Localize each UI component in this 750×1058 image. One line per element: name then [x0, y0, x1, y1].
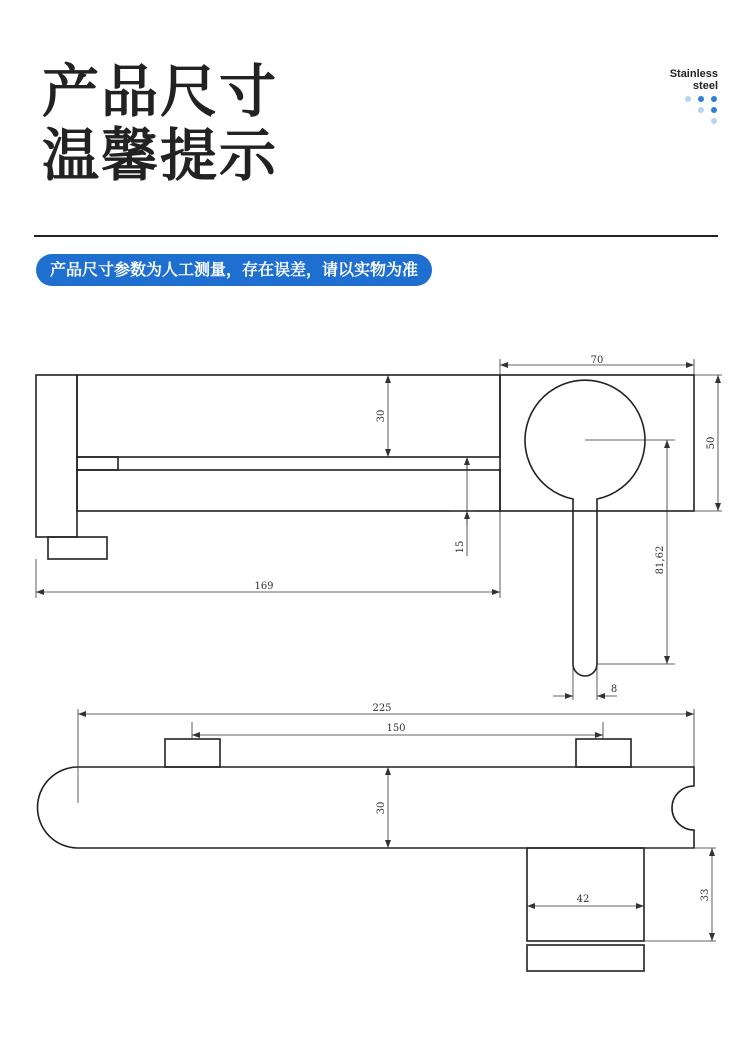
right-mount-post — [576, 739, 631, 767]
handle-plate — [500, 375, 694, 511]
top-view — [38, 739, 695, 971]
dim-mount-spacing: 150 — [386, 723, 406, 734]
dim-mount-height: 33 — [700, 888, 711, 902]
side-view — [36, 375, 694, 676]
dim-plate-height: 50 — [706, 436, 717, 450]
dim-handle-length: 81,62 — [655, 545, 666, 575]
spout-arm — [77, 470, 500, 511]
dim-spout-thickness: 15 — [455, 540, 466, 554]
bottom-nut — [48, 537, 107, 559]
dim-handle-width: 8 — [610, 684, 618, 695]
handle-lever — [525, 380, 645, 676]
dim-mount-width: 42 — [576, 894, 590, 905]
brand-line-2: steel — [692, 80, 718, 92]
page-title-line-2: 温馨提示 — [42, 123, 278, 189]
upper-body — [77, 375, 500, 457]
dim-overall-width: 225 — [372, 703, 392, 714]
dim-top-width: 70 — [590, 355, 604, 366]
lower-mount-cap — [527, 945, 644, 971]
top-view-dimension-lines — [78, 714, 712, 941]
left-mount-post — [165, 739, 220, 767]
spout-joint — [77, 457, 118, 470]
dim-body-depth: 30 — [376, 801, 387, 815]
main-body — [38, 767, 695, 848]
dim-spout-length: 169 — [254, 581, 274, 592]
wall-body — [36, 375, 77, 537]
measurement-notice-badge: 产品尺寸参数为人工测量，存在误差，请以实物为准 — [36, 254, 432, 286]
page-title-line-1: 产品尺寸 — [42, 59, 278, 125]
dim-spout-offset: 30 — [376, 409, 387, 423]
brand-line-1: Stainless — [669, 68, 718, 80]
